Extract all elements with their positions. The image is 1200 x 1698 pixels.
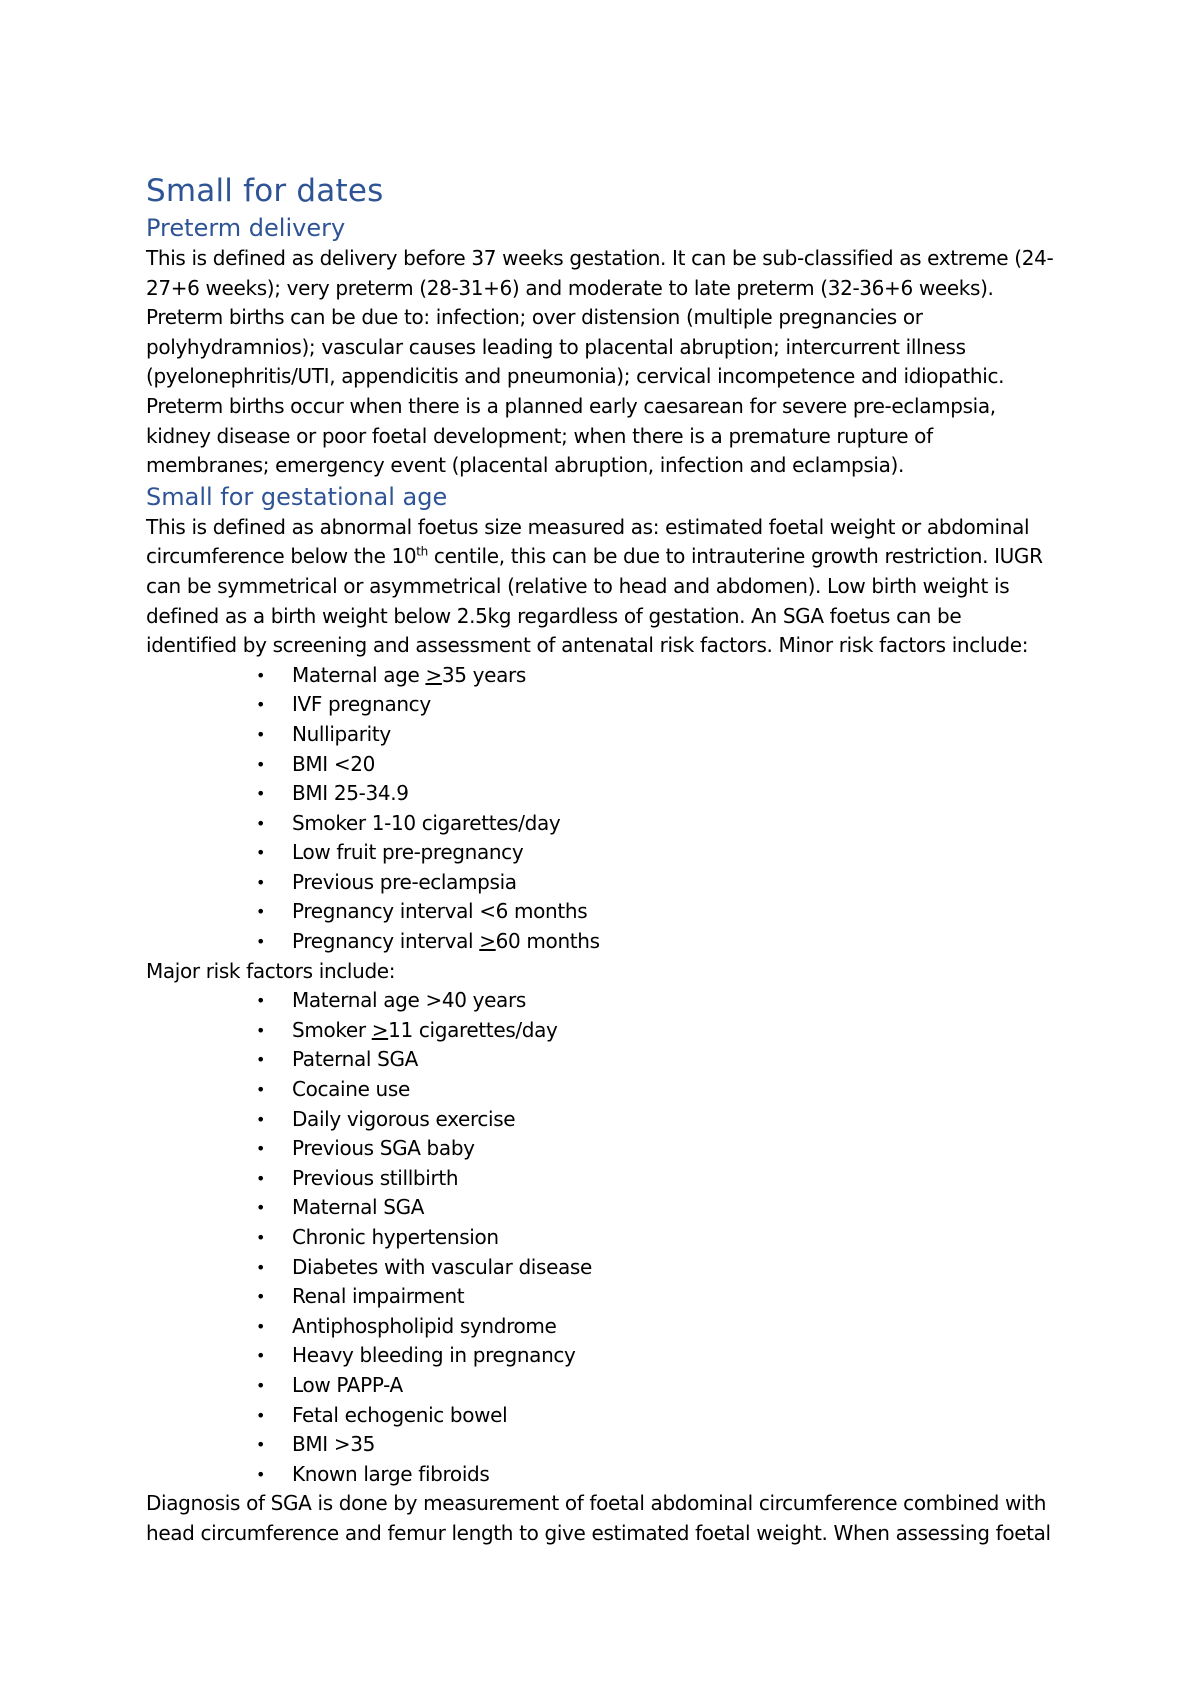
text-fragment: Smoker xyxy=(292,1017,372,1042)
list-item xyxy=(146,927,1086,957)
list-item: • Previous SGA baby xyxy=(146,1134,1086,1164)
text-fragment: Pregnancy interval xyxy=(292,929,480,954)
list-item: • Known large fibroids xyxy=(146,1460,1086,1490)
list-item: • BMI >35 xyxy=(146,1430,1086,1460)
list-item: • Previous pre-eclampsia xyxy=(146,868,1086,898)
text-fragment: 35 years xyxy=(441,662,526,687)
list-item: • Paternal SGA xyxy=(146,1045,1086,1075)
minor-risk-factors-list xyxy=(146,661,1086,957)
major-risk-factors-list xyxy=(146,986,1086,1489)
text-fragment: Maternal age xyxy=(292,662,426,687)
text-line: membranes; emergency event (placental abruption, infection and eclampsia). xyxy=(146,453,904,478)
text-line: This is defined as abnormal foetus size measured as: estimated foetal weight or abdominal xyxy=(146,514,1030,539)
text-line: kidney disease or poor foetal development; when there is a premature rupture of xyxy=(146,423,933,448)
text-line: identified by screening and assessment of antenatal risk factors. Minor risk factors include: xyxy=(146,633,1029,658)
list-item: • Maternal age >40 years xyxy=(146,986,1086,1016)
list-item: • Smoker 1-10 cigarettes/day xyxy=(146,809,1086,839)
text-line: Diagnosis of SGA is done by measurement of foetal abdominal circumference combined with xyxy=(146,1491,1047,1516)
text-line: can be symmetrical or asymmetrical (relative to head and abdomen). Low birth weight is xyxy=(146,573,1010,598)
list-item: • Nulliparity xyxy=(146,720,1086,750)
diagnosis-paragraph xyxy=(146,1489,1086,1548)
text-fragment: 11 cigarettes/day xyxy=(388,1017,558,1042)
list-item xyxy=(146,1016,1086,1046)
text-fragment: circumference below the 10 xyxy=(146,544,417,569)
list-item: • Renal impairment xyxy=(146,1282,1086,1312)
list-item xyxy=(146,661,1086,691)
heading-small-for-gestational-age: Small for gestational age xyxy=(146,482,448,511)
list-item: • Heavy bleeding in pregnancy xyxy=(146,1341,1086,1371)
list-item: • Previous stillbirth xyxy=(146,1164,1086,1194)
text-fragment: 60 months xyxy=(495,929,600,954)
text-line xyxy=(146,542,1086,572)
list-item: • BMI <20 xyxy=(146,750,1086,780)
superscript: th xyxy=(416,544,428,559)
text-line: This is defined as delivery before 37 weeks gestation. It can be sub-classified as extreme (24- xyxy=(146,246,1054,270)
text-fragment: centile, this can be due to intrauterine growth restriction. IUGR xyxy=(427,544,1043,569)
list-item: • Pregnancy interval <6 months xyxy=(146,897,1086,927)
list-item: • Diabetes with vascular disease xyxy=(146,1253,1086,1283)
major-risk-intro: Major risk factors include: xyxy=(146,958,396,983)
document-title: Small for dates xyxy=(146,173,384,209)
document-body xyxy=(146,170,1086,1549)
heading-preterm-delivery: Preterm delivery xyxy=(146,214,346,242)
text-line: Preterm births occur when there is a planned early caesarean for severe pre-eclampsia, xyxy=(146,393,996,418)
list-item: • Maternal SGA xyxy=(146,1193,1086,1223)
text-line: (pyelonephritis/UTI, appendicitis and pneumonia); cervical incompetence and idiopathic. xyxy=(146,364,1005,389)
list-item: • Antiphospholipid syndrome xyxy=(146,1312,1086,1342)
preterm-paragraph xyxy=(146,244,1086,481)
list-item: • Low fruit pre-pregnancy xyxy=(146,838,1086,868)
text-line: 27+6 weeks); very preterm (28-31+6) and moderate to late preterm (32-36+6 weeks). xyxy=(146,275,994,300)
list-item: • Daily vigorous exercise xyxy=(146,1105,1086,1135)
list-item: • Low PAPP-A xyxy=(146,1371,1086,1401)
greater-equal-symbol: > xyxy=(371,1017,389,1042)
list-item: • Fetal echogenic bowel xyxy=(146,1401,1086,1431)
text-line: Preterm births can be due to: infection; over distension (multiple pregnancies or xyxy=(146,305,923,330)
greater-equal-symbol: > xyxy=(479,929,496,954)
list-item: • BMI 25-34.9 xyxy=(146,779,1086,809)
greater-equal-symbol: > xyxy=(425,662,442,687)
text-line: defined as a birth weight below 2.5kg regardless of gestation. An SGA foetus can be xyxy=(146,603,962,628)
text-line: polyhydramnios); vascular causes leading to placental abruption; intercurrent illness xyxy=(146,334,966,359)
list-item: • IVF pregnancy xyxy=(146,690,1086,720)
text-line: head circumference and femur length to give estimated foetal weight. When assessing foetal xyxy=(146,1520,1051,1545)
list-item: • Cocaine use xyxy=(146,1075,1086,1105)
sga-paragraph xyxy=(146,513,1086,661)
list-item: • Chronic hypertension xyxy=(146,1223,1086,1253)
